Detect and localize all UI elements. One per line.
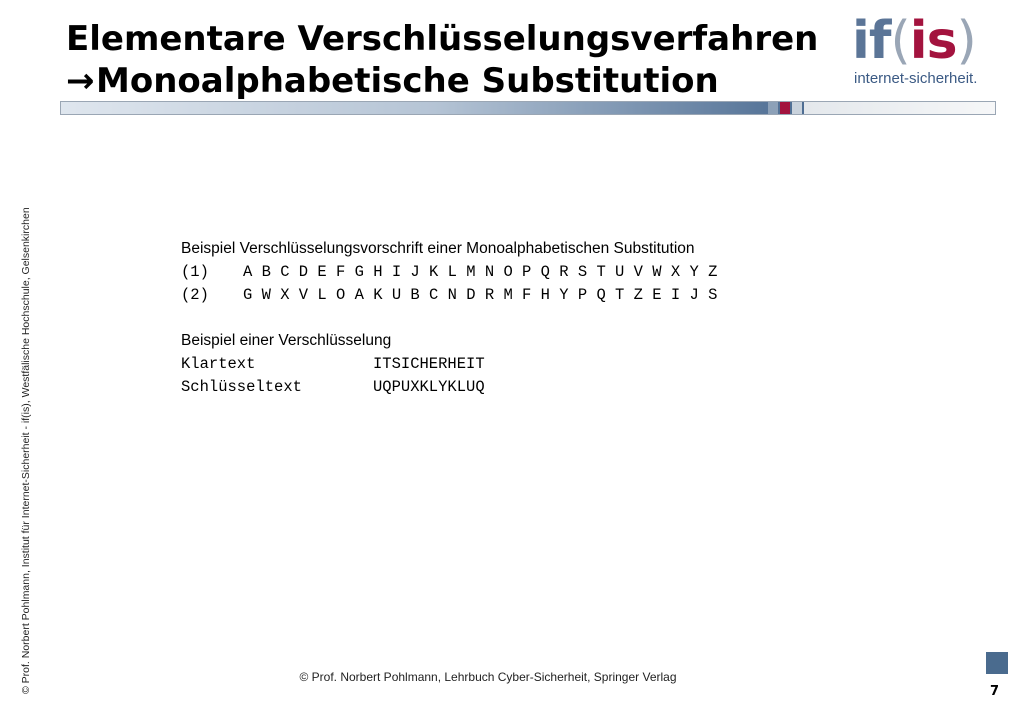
example-heading: Beispiel einer Verschlüsselung (181, 332, 392, 349)
logo-is: is (909, 11, 957, 71)
row-label: (1) (181, 263, 209, 281)
footer-copyright: © Prof. Norbert Pohlmann, Lehrbuch Cyber-Sicherheit, Springer Verlag (299, 670, 677, 684)
band-square-1 (768, 102, 778, 114)
rule-heading: Beispiel Verschlüsselungsvorschrift einer Monoalphabetischen Substitution (181, 240, 695, 257)
alphabet-row-cipher (181, 284, 717, 307)
band-square-2 (792, 102, 802, 114)
logo-paren-close: ) (956, 11, 976, 71)
slide-content (181, 237, 717, 399)
side-copyright: © Prof. Norbert Pohlmann, Institut für Internet-Sicherheit - if(is), Westfälische Hochschule, Gelsenkirchen (20, 207, 32, 694)
ciphertext-label: Schlüsseltext (181, 378, 302, 396)
corner-square (986, 652, 1008, 674)
ciphertext-row (181, 376, 717, 399)
row-letters: G W X V L O A K U B C N D R M F H Y P Q T Z E I J S (243, 286, 718, 304)
logo-paren-open: ( (890, 11, 910, 71)
plaintext-label: Klartext (181, 355, 256, 373)
band-square-accent (780, 102, 790, 114)
slide-title (66, 18, 818, 102)
row-label: (2) (181, 286, 209, 304)
band-fade (804, 102, 995, 114)
title-line-1: Elementare Verschlüsselungsverfahren (66, 19, 819, 59)
logo-if: if (852, 11, 891, 71)
plaintext-value: ITSICHERHEIT (373, 355, 485, 373)
title-line-2: Monoalphabetische Substitution (96, 61, 719, 101)
row-letters: A B C D E F G H I J K L M N O P Q R S T U V W X Y Z (243, 263, 718, 281)
logo-wordmark (852, 12, 976, 70)
ciphertext-value: UQPUXKLYKLUQ (373, 378, 485, 396)
alphabet-row-plain (181, 261, 717, 284)
plaintext-row (181, 353, 717, 376)
logo-subtitle: internet-sicherheit. (854, 70, 978, 87)
ifis-logo (852, 12, 992, 92)
page-number: 7 (990, 684, 1000, 699)
arrow-right-icon: → (66, 61, 95, 101)
